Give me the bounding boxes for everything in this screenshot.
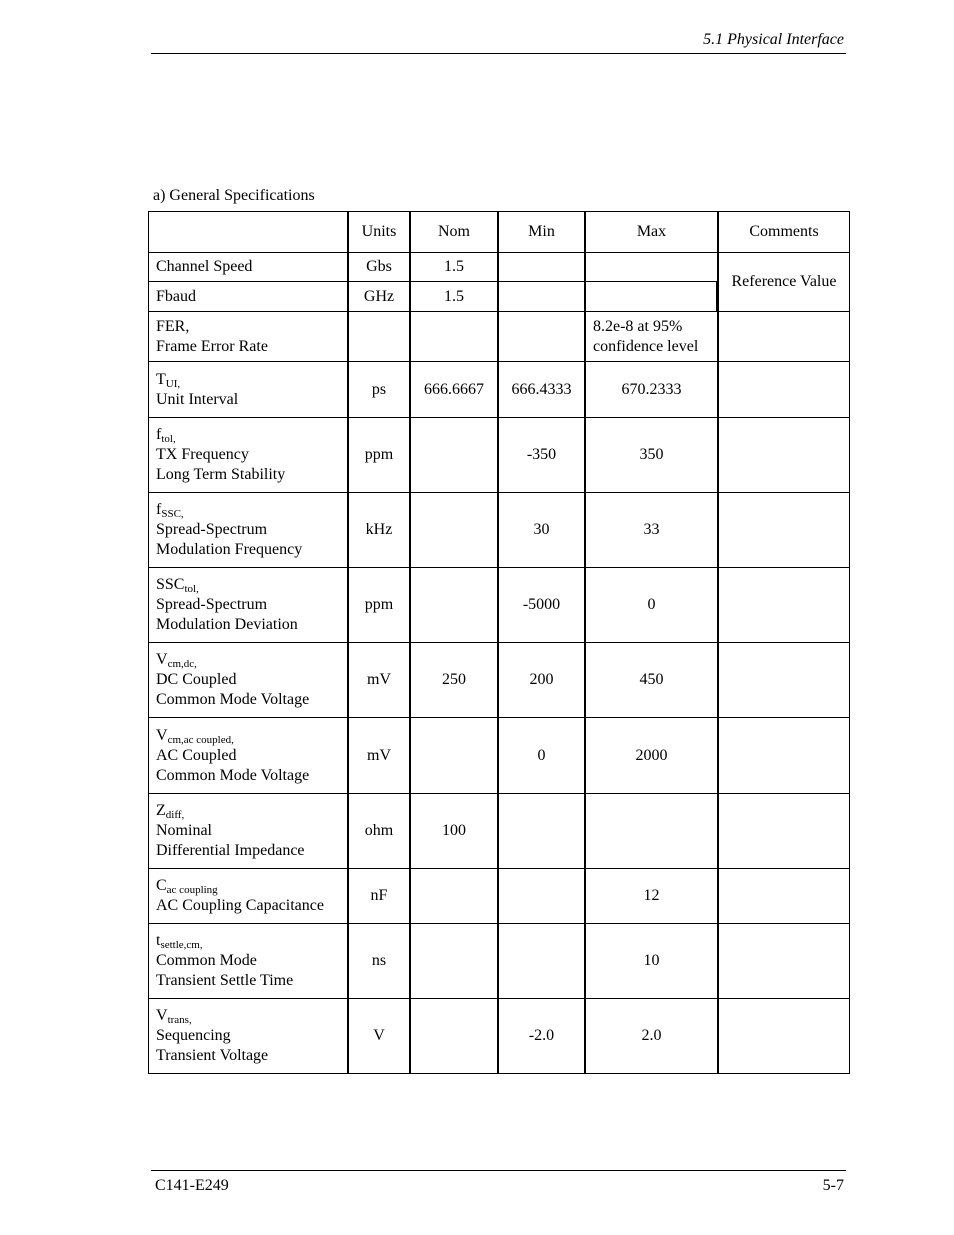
param-desc-line: Common Mode bbox=[156, 952, 257, 969]
param-symbol bbox=[156, 370, 340, 390]
min-cell bbox=[497, 281, 584, 311]
page-number: 5-7 bbox=[822, 1177, 844, 1194]
section-title: a) General Specifications bbox=[153, 187, 315, 204]
units-cell: Gbs bbox=[347, 252, 409, 281]
min-cell: -2.0 bbox=[497, 998, 584, 1074]
max-cell: 0 bbox=[584, 567, 717, 642]
footer-rule bbox=[151, 1170, 846, 1171]
comments-cell bbox=[717, 868, 850, 923]
param-symbol bbox=[156, 650, 340, 670]
comments-cell bbox=[717, 311, 850, 361]
nom-cell: 1.5 bbox=[409, 281, 497, 311]
param-desc-line: Long Term Stability bbox=[156, 466, 286, 483]
min-cell: 200 bbox=[497, 642, 584, 717]
param-name bbox=[148, 642, 347, 717]
units-cell: mV bbox=[347, 642, 409, 717]
units-cell: ns bbox=[347, 923, 409, 998]
min-cell: -5000 bbox=[497, 567, 584, 642]
symbol-base: V bbox=[156, 726, 168, 744]
param-desc-line: Common Mode Voltage bbox=[156, 691, 310, 708]
header-cell-name bbox=[148, 211, 347, 252]
param-symbol bbox=[156, 801, 340, 821]
symbol-subscript: tol, bbox=[161, 433, 176, 445]
comments-cell bbox=[717, 998, 850, 1074]
comments-cell bbox=[717, 642, 850, 717]
comments-cell bbox=[717, 567, 850, 642]
units-cell: ppm bbox=[347, 567, 409, 642]
param-name bbox=[148, 361, 347, 417]
min-cell bbox=[497, 311, 584, 361]
symbol-base: C bbox=[156, 877, 167, 894]
header-rule bbox=[151, 53, 846, 54]
running-header: 5.1 Physical Interface bbox=[703, 31, 844, 48]
table-row bbox=[148, 717, 850, 793]
nom-cell bbox=[409, 868, 497, 923]
nom-cell bbox=[409, 417, 497, 492]
comments-cell bbox=[717, 417, 850, 492]
header-cell-comments: Comments bbox=[717, 211, 850, 252]
symbol-base: f bbox=[156, 501, 162, 518]
max-cell: 670.2333 bbox=[584, 361, 717, 417]
symbol-subscript: SSC, bbox=[161, 508, 184, 520]
document-id: C141-E249 bbox=[155, 1177, 229, 1194]
header-cell-min: Min bbox=[497, 211, 584, 252]
param-desc-line: Spread-Spectrum bbox=[156, 521, 268, 538]
nom-cell: 1.5 bbox=[409, 252, 497, 281]
max-cell bbox=[584, 281, 717, 311]
param-name bbox=[148, 311, 347, 361]
table-row bbox=[148, 642, 850, 717]
min-cell bbox=[497, 252, 584, 281]
param-desc-line: Transient Settle Time bbox=[156, 972, 294, 989]
max-cell: 450 bbox=[584, 642, 717, 717]
param-desc-line: Frame Error Rate bbox=[156, 337, 268, 355]
param-symbol bbox=[156, 500, 340, 520]
comments-cell bbox=[717, 793, 850, 868]
symbol-base: V bbox=[156, 651, 168, 668]
table-row bbox=[148, 252, 850, 281]
nom-cell bbox=[409, 492, 497, 567]
units-cell: GHz bbox=[347, 281, 409, 311]
header-cell-nom: Nom bbox=[409, 211, 497, 252]
max-line: confidence level bbox=[593, 337, 699, 355]
table-row bbox=[148, 998, 850, 1074]
max-cell: 12 bbox=[584, 868, 717, 923]
param-name bbox=[148, 998, 347, 1074]
symbol-base: V bbox=[156, 1007, 168, 1024]
comments-cell bbox=[717, 717, 850, 793]
symbol-subscript: UI, bbox=[165, 377, 181, 390]
table-row bbox=[148, 311, 850, 361]
max-cell: 2.0 bbox=[584, 998, 717, 1074]
units-cell: mV bbox=[347, 717, 409, 793]
param-desc-line: AC Coupling Capacitance bbox=[156, 897, 324, 914]
param-desc-line: Modulation Deviation bbox=[156, 616, 298, 633]
nom-cell bbox=[409, 923, 497, 998]
nom-cell bbox=[409, 567, 497, 642]
param-desc-line: AC Coupled bbox=[156, 746, 237, 764]
min-cell: -350 bbox=[497, 417, 584, 492]
param-name bbox=[148, 717, 347, 793]
param-symbol bbox=[156, 575, 340, 595]
max-cell bbox=[584, 793, 717, 868]
nom-cell: 100 bbox=[409, 793, 497, 868]
header-cell-max: Max bbox=[584, 211, 717, 252]
param-desc-line: Differential Impedance bbox=[156, 842, 305, 859]
symbol-base: t bbox=[156, 932, 161, 949]
param-name bbox=[148, 923, 347, 998]
symbol-base: Z bbox=[156, 802, 166, 819]
param-name bbox=[148, 567, 347, 642]
min-cell: 666.4333 bbox=[497, 361, 584, 417]
param-desc-line: Common Mode Voltage bbox=[156, 766, 310, 784]
param-symbol bbox=[156, 1006, 340, 1026]
param-desc-line: DC Coupled bbox=[156, 671, 237, 688]
units-cell: V bbox=[347, 998, 409, 1074]
nom-cell bbox=[409, 311, 497, 361]
param-name bbox=[148, 793, 347, 868]
min-cell: 0 bbox=[497, 717, 584, 793]
param-desc-line: TX Frequency bbox=[156, 446, 249, 463]
units-cell: ppm bbox=[347, 417, 409, 492]
specifications-table bbox=[148, 211, 850, 1074]
symbol-subscript: cm,ac coupled, bbox=[167, 733, 234, 746]
param-desc-line: Spread-Spectrum bbox=[156, 596, 268, 613]
param-symbol: FER, bbox=[156, 317, 190, 335]
param-name bbox=[148, 492, 347, 567]
min-cell: 30 bbox=[497, 492, 584, 567]
header-cell-units: Units bbox=[347, 211, 409, 252]
max-cell: 350 bbox=[584, 417, 717, 492]
symbol-subscript: settle,cm, bbox=[160, 939, 203, 951]
max-cell: 10 bbox=[584, 923, 717, 998]
table-row bbox=[148, 567, 850, 642]
comments-cell bbox=[717, 923, 850, 998]
symbol-subscript: tol, bbox=[184, 583, 199, 595]
comments-cell bbox=[717, 492, 850, 567]
units-cell: ohm bbox=[347, 793, 409, 868]
table-row bbox=[148, 417, 850, 492]
units-cell: kHz bbox=[347, 492, 409, 567]
units-cell: ps bbox=[347, 361, 409, 417]
table-header-row bbox=[148, 211, 850, 252]
max-cell bbox=[584, 311, 717, 361]
param-desc-line: Nominal bbox=[156, 822, 212, 839]
table-row bbox=[148, 923, 850, 998]
table-row bbox=[148, 868, 850, 923]
min-cell bbox=[497, 868, 584, 923]
max-cell: 33 bbox=[584, 492, 717, 567]
param-symbol bbox=[156, 931, 340, 951]
min-cell bbox=[497, 793, 584, 868]
param-desc-line: Modulation Frequency bbox=[156, 541, 303, 558]
param-desc-line: Unit Interval bbox=[156, 390, 239, 408]
symbol-subscript: diff, bbox=[165, 809, 185, 821]
symbol-subscript: cm,dc, bbox=[167, 658, 197, 670]
symbol-subscript: trans, bbox=[167, 1014, 192, 1026]
symbol-base: SSC bbox=[156, 576, 185, 593]
symbol-base: f bbox=[156, 426, 162, 443]
table-row bbox=[148, 492, 850, 567]
nom-cell: 666.6667 bbox=[409, 361, 497, 417]
param-desc-line: Sequencing bbox=[156, 1027, 231, 1044]
param-symbol bbox=[156, 876, 340, 896]
symbol-base: T bbox=[156, 370, 166, 388]
nom-cell bbox=[409, 717, 497, 793]
comments-cell-merged: Reference Value bbox=[717, 252, 850, 311]
nom-cell: 250 bbox=[409, 642, 497, 717]
param-name bbox=[148, 417, 347, 492]
param-desc-line: Transient Voltage bbox=[156, 1047, 269, 1064]
table-row bbox=[148, 361, 850, 417]
param-name bbox=[148, 868, 347, 923]
param-symbol bbox=[156, 425, 340, 445]
param-name: Fbaud bbox=[148, 281, 347, 311]
units-cell: nF bbox=[347, 868, 409, 923]
nom-cell bbox=[409, 998, 497, 1074]
param-name: Channel Speed bbox=[148, 252, 347, 281]
units-cell bbox=[347, 311, 409, 361]
param-symbol bbox=[156, 726, 340, 746]
max-cell: 2000 bbox=[584, 717, 717, 793]
min-cell bbox=[497, 923, 584, 998]
table-row bbox=[148, 793, 850, 868]
symbol-subscript: ac coupling bbox=[166, 884, 218, 896]
comments-cell bbox=[717, 361, 850, 417]
max-cell bbox=[584, 252, 717, 281]
max-line: 8.2e-8 at 95% bbox=[593, 317, 683, 335]
